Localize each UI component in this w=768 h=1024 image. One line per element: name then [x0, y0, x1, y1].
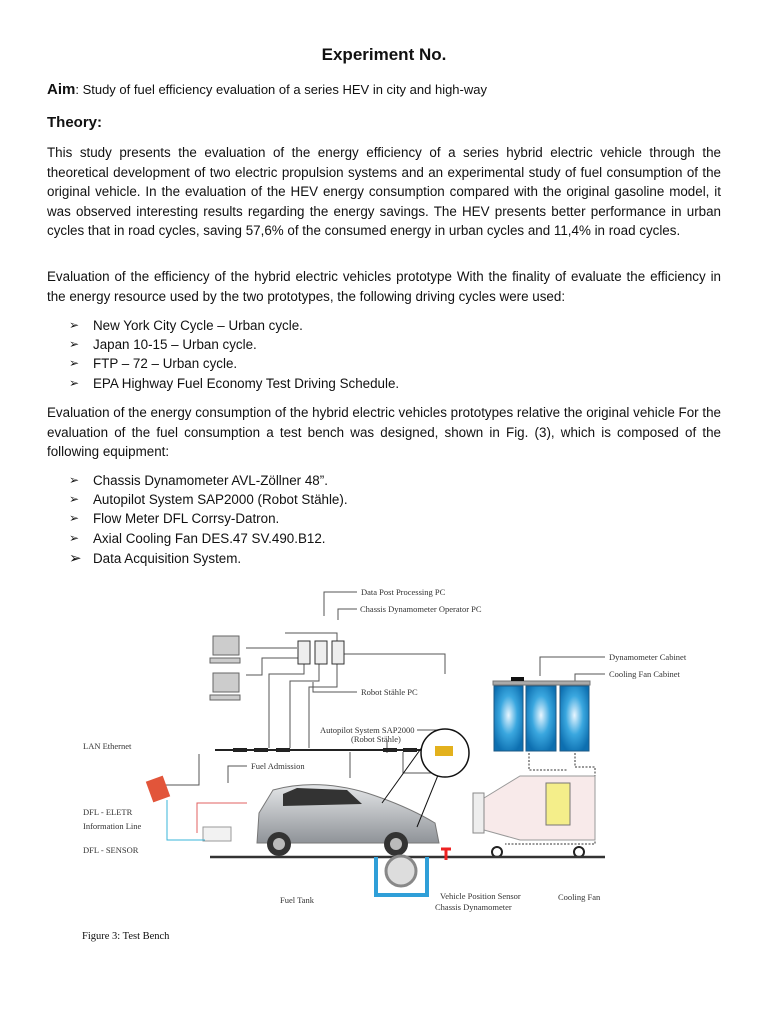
list-item [69, 548, 348, 570]
aim-label: Aim [47, 81, 76, 98]
arrow-bullet-icon: ➢ [69, 318, 80, 332]
arrow-bullet-icon: ➢ [69, 337, 80, 352]
aim-line [47, 81, 487, 98]
info-line [167, 800, 205, 840]
figure-caption: Figure 3: Test Bench [82, 931, 170, 942]
list-item [69, 490, 348, 509]
label-cooling-fan: Cooling Fan [558, 892, 601, 902]
list-item [69, 316, 399, 335]
label-fuel-tank: Fuel Tank [280, 895, 314, 905]
label-fan-cabinet: Cooling Fan Cabinet [609, 669, 680, 679]
aim-text: : Study of fuel efficiency evaluation of a series HEV in city and high-way [75, 82, 487, 97]
label-vehicle-sensor: Vehicle Position Sensor [440, 891, 521, 901]
arrow-bullet-icon: ➢ [69, 375, 80, 390]
label-chassis-dyno: Chassis Dynamometer [435, 902, 512, 912]
list-item [69, 509, 348, 528]
arrow-bullet-icon: ➢ [69, 511, 80, 526]
figure-labels [82, 587, 687, 942]
paragraph-equipment: Evaluation of the energy consumption of the hybrid electric vehicles prototypes relative the original vehicle For the evaluation of the fuel consumption a test bench was designed, shown in Fig. (3), which is composed of the following equipment: [47, 405, 721, 460]
cooling-fan-unit [473, 776, 595, 857]
arrow-bullet-icon: ➢ [69, 530, 80, 545]
label-dfl-eletr: DFL - ELETR [83, 807, 133, 817]
paragraph-intro: This study presents the evaluation of the energy efficiency of a series hybrid electric vehicle through the theoretical development of two electric propulsion systems and an experimental study of fuel consumption of the original vehicle. In the evaluation of the HEV energy consumption compared with the original gasoline model, it was observed interesting results regarding the energy savings. The HEV presents better performance in urban cycles that in road cycles, saving 57,6% of the consumed energy in urban cycles and 11,4% in road cycles. [47, 145, 721, 239]
label-info-line: Information Line [83, 821, 142, 831]
label-dyno-cabinet: Dynamometer Cabinet [609, 652, 687, 662]
list-item [69, 374, 399, 393]
label-dfl-sensor: DFL - SENSOR [83, 845, 139, 855]
label-fuel-admission: Fuel Admission [251, 761, 305, 771]
page-title: Experiment No. [321, 45, 447, 64]
list-item-text: Axial Cooling Fan DES.47 SV.490.B12. [93, 530, 326, 546]
label-data-post-pc: Data Post Processing PC [361, 587, 446, 597]
label-autopilot: Autopilot System SAP2000 [320, 725, 415, 735]
pc-towers [298, 641, 344, 664]
list-item-text: FTP – 72 – Urban cycle. [93, 356, 238, 372]
equipment-list [69, 471, 348, 570]
list-item [69, 335, 399, 354]
label-operator-pc: Chassis Dynamometer Operator PC [360, 604, 482, 614]
car [257, 785, 439, 856]
label-lan: LAN Ethernet [83, 741, 132, 751]
dfl-eletr-device [146, 776, 170, 803]
list-item-text: Data Acquisition System. [93, 551, 242, 567]
list-item-text: Chassis Dynamometer AVL-Zöllner 48”. [93, 473, 328, 488]
arrow-bullet-icon: ➢ [69, 473, 80, 487]
list-item-text: Japan 10-15 – Urban cycle. [93, 337, 257, 353]
arrow-bullet-icon: ➢ [69, 356, 80, 371]
cabinets [493, 677, 590, 751]
robot-icon [435, 746, 453, 756]
list-item [69, 471, 348, 490]
list-item [69, 529, 348, 548]
arrow-bullet-icon: ➢ [69, 550, 82, 568]
list-item-text: Autopilot System SAP2000 (Robot Stähle). [93, 492, 348, 508]
list-item [69, 354, 399, 373]
chassis-dynamometer [376, 856, 427, 895]
list-item-text: EPA Highway Fuel Economy Test Driving Schedule. [93, 375, 400, 391]
dfl-sensor-device [203, 827, 231, 841]
label-autopilot-sub: (Robot Stähle) [351, 734, 401, 744]
arrow-bullet-icon: ➢ [69, 492, 80, 507]
list-item-text: New York City Cycle – Urban cycle. [93, 318, 303, 333]
position-sensor [441, 849, 451, 860]
test-bench-figure [47, 578, 721, 945]
driving-cycles-list [69, 316, 399, 393]
theory-heading: Theory: [47, 114, 103, 131]
label-robot-pc: Robot Stähle PC [361, 687, 418, 697]
paragraph-cycles: Evaluation of the efficiency of the hybrid electric vehicles prototype With the finality of evaluate the efficiency in the energy resource used by the two prototypes, the following driving cycles were used: [47, 269, 721, 304]
list-item-text: Flow Meter DFL Corrsy-Datron. [93, 511, 280, 527]
monitor-icon [210, 636, 240, 700]
